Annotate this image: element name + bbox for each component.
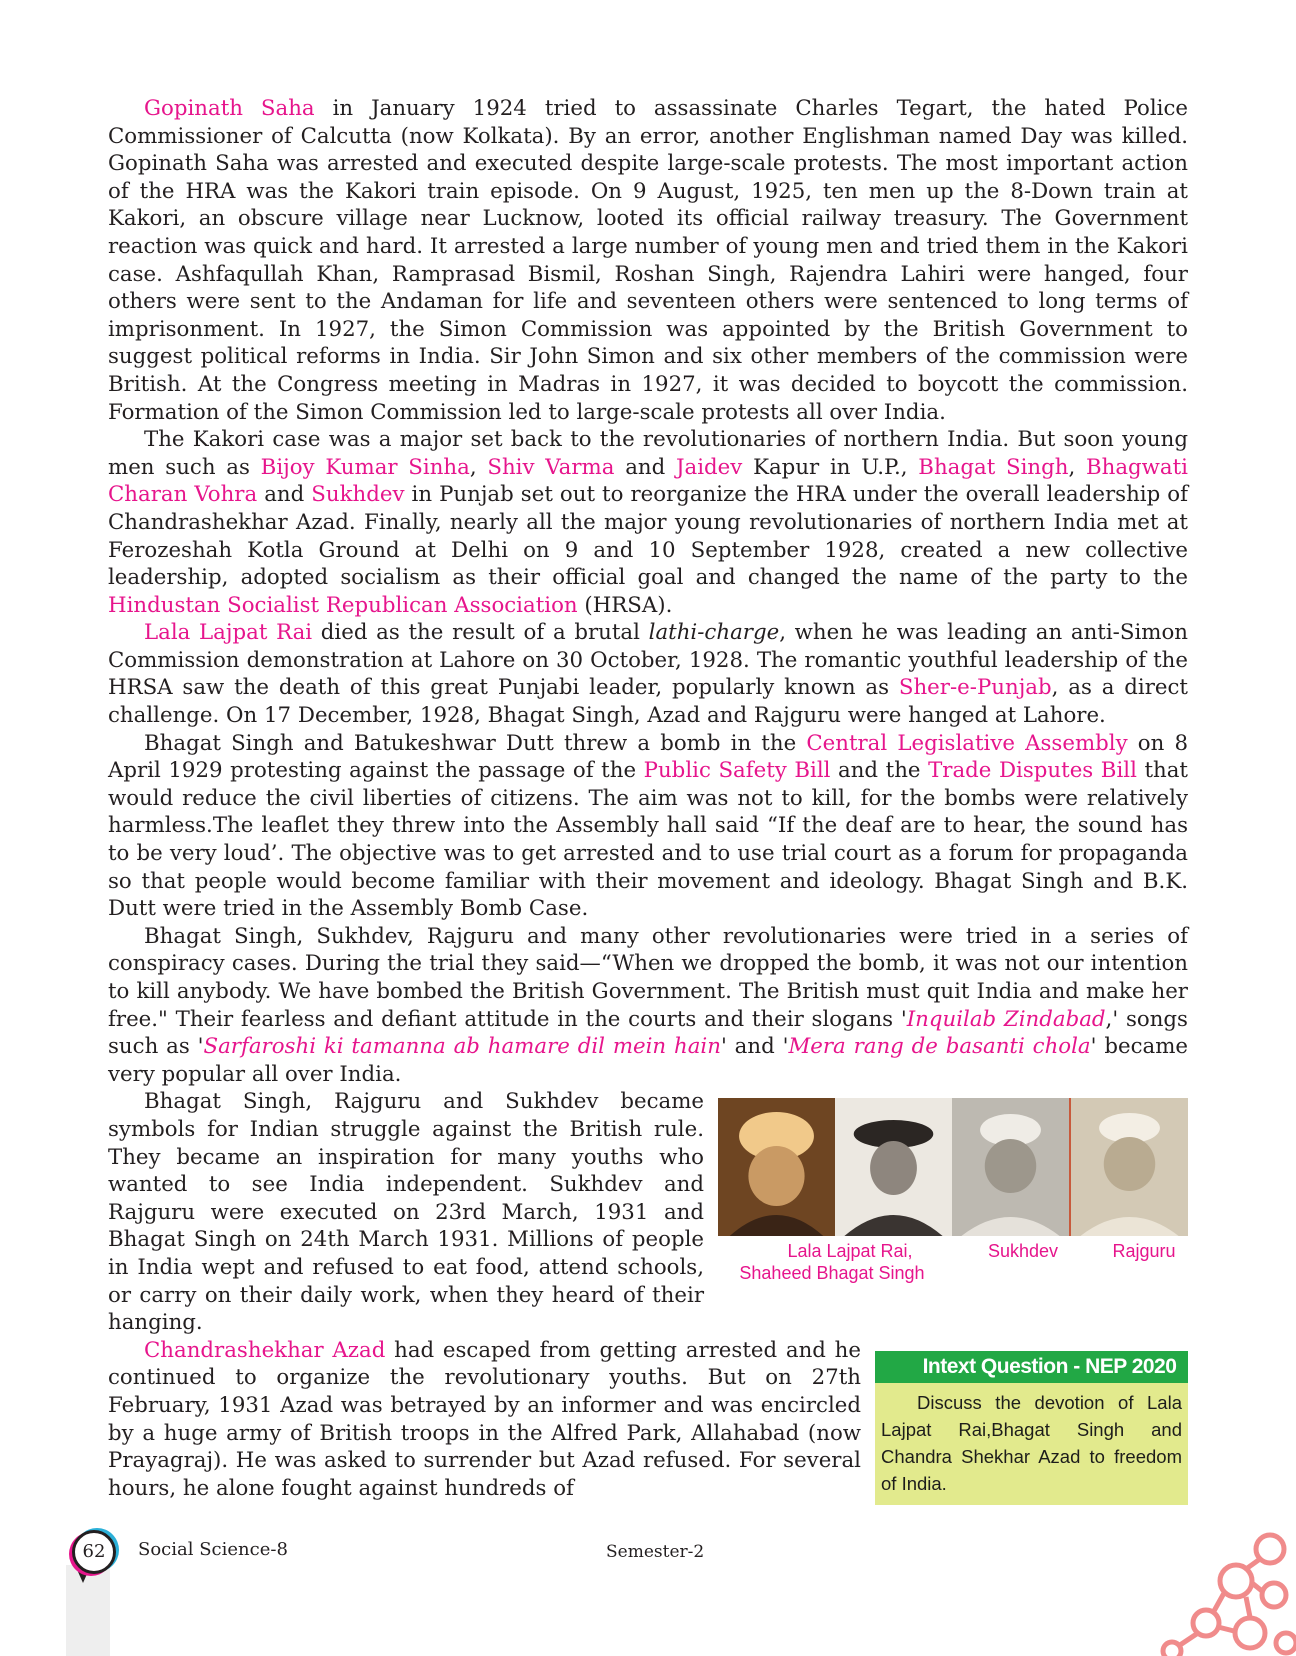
term-sher-e-punjab: Sher-e-Punjab bbox=[898, 675, 1052, 701]
paragraph-lala-lajpat-rai bbox=[108, 619, 1188, 729]
term-bhagat-singh: Bhagat Singh bbox=[918, 454, 1069, 480]
song-sarfaroshi: Sarfaroshi ki tamanna ab hamare dil mein hain bbox=[203, 1034, 721, 1060]
intext-question-title: Intext Question - NEP 2020 bbox=[875, 1351, 1188, 1383]
song-mera-rang-de: Mera rang de basanti chola bbox=[788, 1034, 1091, 1060]
paragraph-text: died as the result of a brutal bbox=[312, 620, 649, 646]
term-lala-lajpat-rai: Lala Lajpat Rai bbox=[144, 620, 313, 646]
caption-shaheed-bhagat-singh: Shaheed Bhagat Singh bbox=[739, 1263, 925, 1284]
term-public-safety-bill: Public Safety Bill bbox=[643, 758, 831, 784]
caption-rajguru: Rajguru bbox=[1112, 1241, 1176, 1262]
paragraph-text: in January 1924 tried to assassinate Charles Tegart, the hated Police Commissioner of Calcutta (now Kolkata). By an error, another Englishman named Day was killed. Gopinath Saha was arrested and executed despite large-scale protests. The most important action of the HRA was the Kakori train episode. On 9 August, 1925, ten men up the 8-Down train at Kakori, an obscure village near Lucknow, looted its official railway treasury. The Government reaction was quick and hard. It arrested a large number of young men and tried them in the Kakori case. Ashfaqullah Khan, Ramprasad Bismil, Roshan Singh, Rajendra Lahiri were hanged, four others were sent to the Andaman for life and seventeen others were sentenced to long terms of imprisonment. In 1927, the Simon Commission was appointed by the British Government to suggest political reforms in India. Sir John Simon and six other members of the commission were British. At the Congress meeting in Madras in 1927, it was decided to boycott the commission. Formation of the Simon Commission led to large-scale protests all over India. bbox=[108, 96, 1189, 425]
paragraph-text: ' and ' bbox=[720, 1034, 789, 1060]
term-lathi-charge: lathi-charge bbox=[648, 620, 780, 646]
term-trade-disputes-bill: Trade Disputes Bill bbox=[928, 758, 1137, 784]
paragraph-text: The Kakori case was a major set back to the revolutionaries of northern India. But soon young men such as bbox=[108, 427, 1188, 480]
paragraph-gopinath-saha bbox=[108, 95, 1188, 426]
paragraph-text: , bbox=[469, 454, 488, 480]
portrait-captions bbox=[718, 1240, 1188, 1284]
portrait-bhagat-singh bbox=[835, 1098, 952, 1236]
paragraph-text: , as a direct challenge. On 17 December, 1928, Bhagat Singh, Azad and Rajguru were hanged at Lahore. bbox=[108, 675, 1188, 729]
portrait-rajguru bbox=[1069, 1098, 1188, 1236]
page-number-badge: 62 bbox=[72, 1530, 116, 1574]
portrait-row bbox=[718, 1098, 1188, 1236]
page-body bbox=[108, 95, 1188, 1511]
term-chandrashekhar-azad: Chandrashekhar Azad bbox=[144, 1337, 386, 1363]
paragraph-conspiracy-cases bbox=[108, 923, 1188, 1089]
term-central-legislative-assembly: Central Legislative Assembly bbox=[806, 730, 1128, 756]
intext-question-box bbox=[875, 1351, 1188, 1505]
paragraph-symbols bbox=[108, 1088, 1188, 1336]
page-footer bbox=[0, 1525, 1296, 1656]
term-bhagwati-charan-vohra: Bhagwati Charan Vohra bbox=[108, 454, 1188, 508]
portrait-sukhdev bbox=[952, 1098, 1069, 1236]
paragraph-chandrashekhar-azad bbox=[108, 1337, 1188, 1503]
term-hrsa: Hindustan Socialist Republican Association bbox=[108, 592, 578, 618]
paragraph-text: ' became very popular all over India. bbox=[108, 1034, 1189, 1087]
portrait-lala-lajpat-rai bbox=[718, 1098, 835, 1236]
term-jaidev: Jaidev bbox=[676, 454, 743, 480]
book-title: Social Science-8 bbox=[138, 1539, 288, 1560]
slogan-inquilab-zindabad: Inquilab Zindabad bbox=[906, 1006, 1106, 1032]
intext-question-text: Discuss the devotion of Lala Lajpat Rai,Bhagat Singh and Chandra Shekhar Azad to freedom of India. bbox=[875, 1383, 1188, 1505]
caption-sukhdev: Sukhdev bbox=[987, 1241, 1059, 1262]
paragraph-assembly-bomb bbox=[108, 730, 1188, 923]
paragraph-kakori-case bbox=[108, 426, 1188, 619]
caption-lala-lajpat-rai: Lala Lajpat Rai, bbox=[787, 1241, 913, 1262]
paragraph-text: and bbox=[257, 482, 312, 508]
paragraph-text: and bbox=[614, 454, 676, 480]
paragraph-text: that would reduce the civil liberties of citizens. The aim was not to kill, for the bombs were relatively harmless.The leaflet they threw into the Assembly hall said “If the deaf are to hear, the sound has to be very loud’. The objective was to get arrested and to use trial court as a forum for propaganda so that people would become familiar with their movement and ideology. Bhagat Singh and B.K. Dutt were tried in the Assembly Bomb Case. bbox=[108, 758, 1188, 922]
paragraph-text: and the bbox=[830, 758, 929, 784]
paragraph-text: Bhagat Singh, Sukhdev, Rajguru and many other revolutionaries were tried in a series of conspiracy cases. During the trial they said—“When we dropped the bomb, it was not our intention to kill anybody. We have bombed the British Government. The British must quit India and make her free." Their fearless and defiant attitude in the courts and their slogans ' bbox=[108, 923, 1188, 1032]
portraits-figure bbox=[718, 1098, 1188, 1284]
semester-label: Semester-2 bbox=[606, 1542, 705, 1562]
term-gopinath-saha: Gopinath Saha bbox=[144, 96, 315, 121]
paragraph-text: Bhagat Singh and Batukeshwar Dutt threw a bomb in the bbox=[144, 730, 807, 756]
term-sukhdev: Sukhdev bbox=[311, 482, 405, 508]
paragraph-text: on 8 April 1929 protesting against the passage of the bbox=[108, 730, 1188, 784]
paragraph-text: ,' songs such as ' bbox=[108, 1006, 1188, 1060]
paragraph-text: in Punjab set out to reorganize the HRA under the overall leadership of Chandrashekhar Azad. Finally, nearly all the major young revolutionaries of northern India met at Ferozeshah Kotla Ground at Delhi on 9 and 10 September 1928, created a new collective leadership, adopted socialism as their official goal and changed the name of the party to the bbox=[108, 482, 1188, 591]
caption-lala-lajpat-rai-bhagat-singh bbox=[718, 1240, 946, 1284]
term-shiv-varma: Shiv Varma bbox=[487, 454, 615, 480]
paragraph-text: had escaped from getting arrested and he continued to organize the revolutionary youths. But on 27th February, 1931 Azad was betrayed by an informer and was encircled by a huge army of British troops in the Alfred Park, Allahabad (now Prayagraj). He was asked to surrender but Azad refused. For several hours, he alone fought against hundreds of bbox=[108, 1337, 861, 1501]
paragraph-text: (HRSA). bbox=[577, 592, 673, 618]
paragraph-text: Bhagat Singh, Rajguru and Sukhdev became symbols for Indian struggle against the British rule. They became an inspiration for many youths who wanted to see India independent. Sukhdev and Rajguru were executed on 23rd March, 1931 and Bhagat Singh on 24th March 1931. Millions of people in India wept and refused to eat food, attend schools, or carry on their daily work, when they heard of their hanging. bbox=[108, 1089, 704, 1336]
paragraph-text: , bbox=[1068, 454, 1086, 480]
paragraph-text: , when he was leading an anti-Simon Commission demonstration at Lahore on 30 October, 1928. The romantic youthful leadership of the HRSA saw the death of this great Punjabi leader, popularly known as bbox=[108, 620, 1188, 701]
term-bijoy-kumar-sinha: Bijoy Kumar Sinha bbox=[260, 454, 470, 480]
molecule-decoration-icon bbox=[1146, 1525, 1296, 1656]
paragraph-text: Kapur in U.P., bbox=[742, 454, 919, 480]
